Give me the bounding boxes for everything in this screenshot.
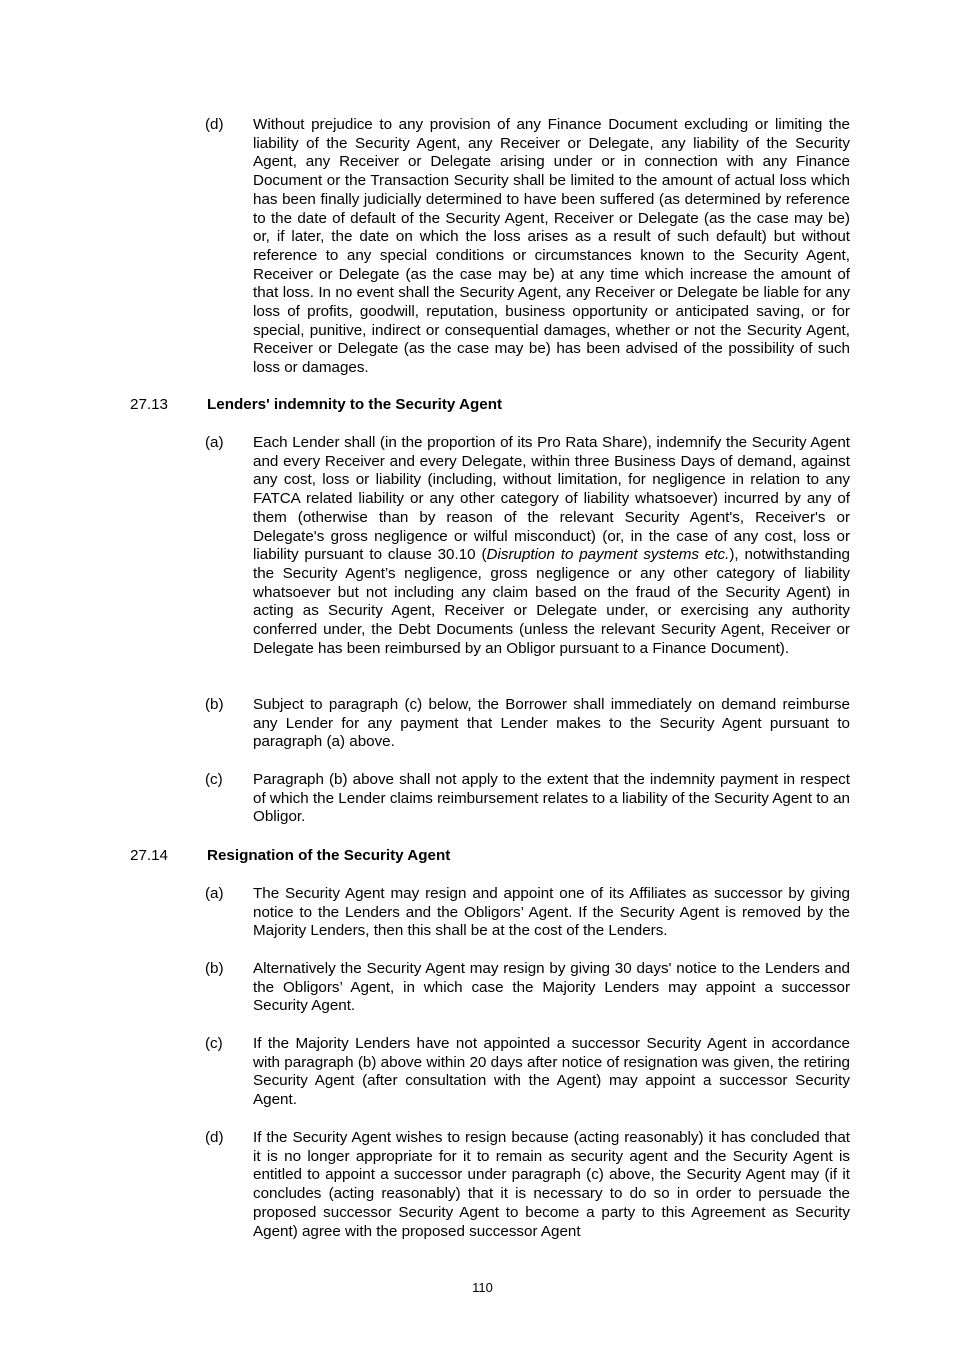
clause-title: Lenders' indemnity to the Security Agent (207, 396, 503, 413)
clause-number: 27.13 (130, 396, 169, 413)
paragraph-label: (b) (205, 696, 224, 713)
paragraph-27-14-d (205, 1129, 850, 1241)
paragraph-text: Alternatively the Security Agent may resign by giving 30 days' notice to the Lenders and the Obligors’ Agent, in which case the Majority Lenders may appoint a successor Security Agent. (253, 960, 850, 1015)
paragraph-label: (c) (205, 771, 223, 788)
text-part-2: ), notwithstanding the Security Agent’s negligence, gross negligence or any other category of liability whatsoever but not including any claim based on the fraud of the Security Agent) in acting as Security Agent, Receiver or Delegate under, or exercising any authority conferred under, the Debt Documents (unless the relevant Security Agent, Receiver or Delegate has been reimbursed by an Obligor pursuant to a Finance Document). (253, 546, 851, 657)
paragraph-27-14-c (205, 1035, 850, 1110)
paragraph-label: (a) (205, 885, 224, 902)
paragraph-text: Subject to paragraph (c) below, the Borrower shall immediately on demand reimburse any Lender for any payment that Lender makes to the Security Agent pursuant to paragraph (a) above. (253, 696, 850, 751)
paragraph-d-liability-limit (205, 116, 850, 378)
paragraph-label: (a) (205, 434, 224, 451)
clause-title: Resignation of the Security Agent (207, 847, 451, 864)
page-number: 110 (472, 1280, 493, 1295)
paragraph-27-14-a (205, 885, 850, 941)
clause-number: 27.14 (130, 847, 169, 864)
paragraph-label: (b) (205, 960, 224, 977)
paragraph-27-14-b (205, 960, 850, 1016)
paragraph-27-13-a (205, 434, 850, 658)
text-part-1: Each Lender shall (in the proportion of its Pro Rata Share), indemnify the Security Agent and every Receiver and every Delegate, within three Business Days of demand, against any cost, loss or liability (including, without limitation, for negligence in relation to any FATCA related liability or any other category of liability whatsoever) incurred by any of them (otherwise than by reason of the relevant Security Agent's, Receiver's or Delegate's gross negligence or wilful misconduct) (or, in the case of any cost, loss or liability pursuant to clause 30.10 ( (253, 434, 850, 564)
paragraph-text: If the Majority Lenders have not appointed a successor Security Agent in accordance with paragraph (b) above within 20 days after notice of resignation was given, the retiring Security Agent (after consultation with the Agent) may appoint a successor Security Agent. (253, 1035, 850, 1109)
paragraph-text: If the Security Agent wishes to resign because (acting reasonably) it has concluded that it is no longer appropriate for it to remain as security agent and the Security Agent is entitled to appoint a successor under paragraph (c) above, the Security Agent may (if it concludes (acting reasonably) that it is necessary to do so in order to persuade the proposed successor Security Agent to become a party to this Agreement as Security Agent) agree with the proposed successor Agent (253, 1129, 850, 1240)
paragraph-text (253, 434, 850, 658)
clause-reference-italic: Disruption to payment systems etc. (486, 546, 730, 564)
paragraph-27-13-b (205, 696, 850, 752)
paragraph-label: (d) (205, 116, 224, 133)
paragraph-text: The Security Agent may resign and appoint one of its Affiliates as successor by giving notice to the Lenders and the Obligors’ Agent. If the Security Agent is removed by the Majority Lenders, then this shall be at the cost of the Lenders. (253, 885, 850, 940)
paragraph-27-13-c (205, 771, 850, 827)
paragraph-label: (c) (205, 1035, 223, 1052)
paragraph-text: Paragraph (b) above shall not apply to the extent that the indemnity payment in respect of which the Lender claims reimbursement relates to a liability of the Security Agent to an Obligor. (253, 771, 850, 826)
paragraph-text: Without prejudice to any provision of any Finance Document excluding or limiting the liability of the Security Agent, any Receiver or Delegate, any liability of the Security Agent, any Receiver or Delegate arising under or in connection with any Finance Document or the Transaction Security shall be limited to the amount of actual loss which has been finally judicially determined to have been suffered (as determined by reference to the date of default of the Security Agent, Receiver or Delegate (as the case may be) or, if later, the date on which the loss arises as a result of such default) but without reference to any special conditions or circumstances known to the Security Agent, Receiver or Delegate (as the case may be) at any time which increase the amount of that loss. In no event shall the Security Agent, any Receiver or Delegate be liable for any loss of profits, goodwill, reputation, business opportunity or anticipated saving, or for special, punitive, indirect or consequential damages, whether or not the Security Agent, Receiver or Delegate (as the case may be) has been advised of the possibility of such loss or damages. (253, 116, 850, 377)
paragraph-label: (d) (205, 1129, 224, 1146)
